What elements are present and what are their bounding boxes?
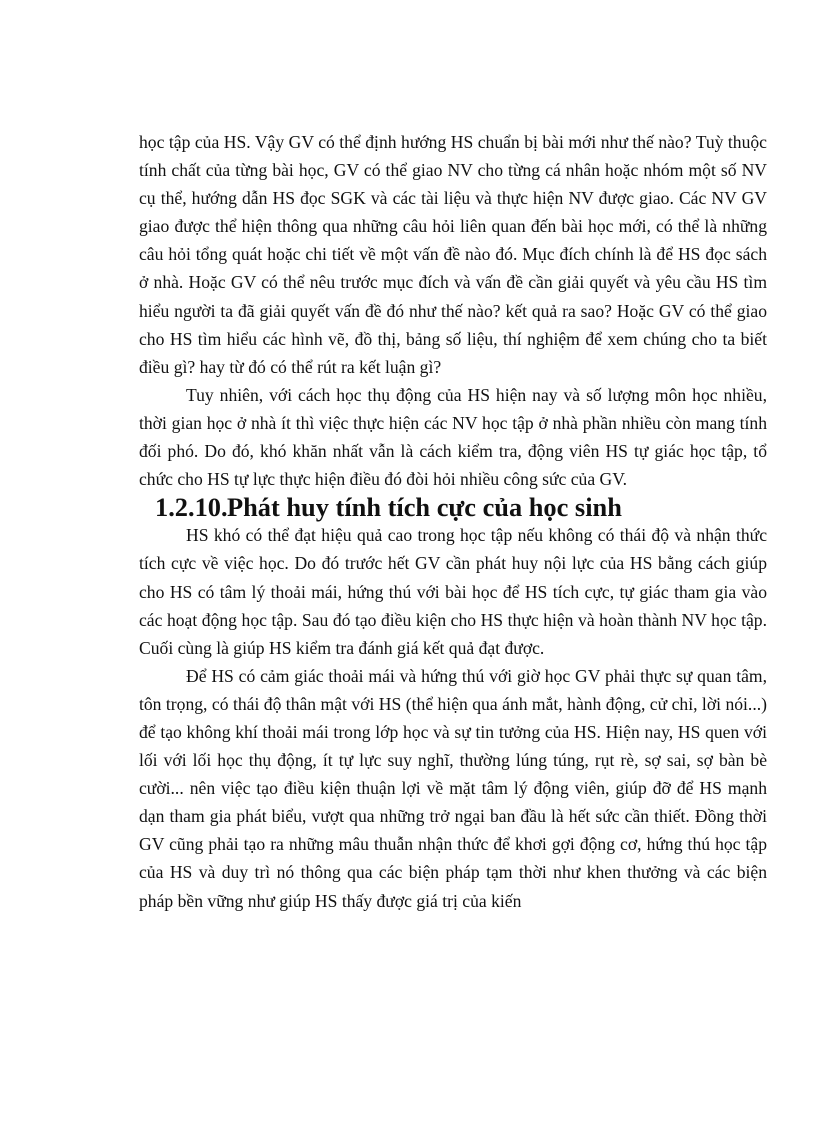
paragraph-continuation: học tập của HS. Vậy GV có thể định hướng HS chuẩn bị bài mới như thế nào? Tuỳ thuộc tính chất của từng bài học, GV có thể giao NV cho từng cá nhân hoặc nhóm một số NV cụ thể, hướng dẫn HS đọc SGK và các tài liệu và thực hiện NV được giao. Các NV GV giao được thể hiện thông qua những câu hỏi liên quan đến bài học mới, có thể là những câu hỏi tổng quát hoặc chi tiết về một vấn đề nào đó. Mục đích chính là để HS đọc sách ở nhà. Hoặc GV có thể nêu trước mục đích và vấn đề cần giải quyết và yêu cầu HS tìm hiểu người ta đã giải quyết vấn đề đó như thế nào? kết quả ra sao? Hoặc GV có thể giao cho HS tìm hiểu các hình vẽ, đồ thị, bảng số liệu, thí nghiệm để xem chúng cho ta biết điều gì? hay từ đó có thể rút ra kết luận gì?	[139, 132, 767, 377]
paragraph-passive-learning: Tuy nhiên, với cách học thụ động của HS hiện nay và số lượng môn học nhiều, thời gian học ở nhà ít thì việc thực hiện các NV học tập ở nhà phần nhiều còn mang tính đối phó. Do đó, khó khăn nhất vẫn là cách kiểm tra, động viên HS tự giác học tập, tổ chức cho HS tự lực thực hiện điều đó đòi hỏi nhiều công sức của GV.	[139, 384, 767, 490]
paragraph-comfort-interest: Để HS có cảm giác thoải mái và hứng thú với giờ học GV phải thực sự quan tâm, tôn trọng, có thái độ thân mật với HS (thể hiện qua ánh mắt, hành động, cử chỉ, lời nói...) để tạo không khí thoải mái trong lớp học và sự tin tưởng của HS. Hiện nay, HS quen với lối với lối học thụ động, ít tự lực suy nghĩ, thường lúng túng, rụt rè, sợ sai, sợ bàn bè cười... nên việc tạo điều kiện thuận lợi về mặt tâm lý động viên, giúp đỡ để HS mạnh dạn tham gia phát biểu, vượt qua những trở ngại ban đầu là hết sức cần thiết. Đồng thời GV cũng phải tạo ra những mâu thuẫn nhận thức để khơi gợi động cơ, hứng thú học tập của HS và duy trì nó thông qua các biện pháp tạm thời như khen thưởng và các biện pháp bền vững như giúp HS thấy được giá trị của kiến	[139, 665, 767, 911]
section-title: Phát huy tính tích cực của học sinh	[227, 492, 622, 523]
document-body	[139, 128, 767, 915]
paragraph-positive-attitude: HS khó có thể đạt hiệu quả cao trong học tập nếu không có thái độ và nhận thức tích cực về việc học. Do đó trước hết GV cần phát huy nội lực của HS bằng cách giúp cho HS có tâm lý thoải mái, hứng thú với bài học để HS tích cực, tự giác tham gia vào các hoạt động học tập. Sau đó tạo điều kiện cho HS thực hiện và hoàn thành NV học tập. Cuối cùng là giúp HS kiểm tra đánh giá kết quả đạt được.	[139, 525, 767, 658]
section-number: 1.2.10.	[155, 492, 228, 523]
section-heading	[139, 493, 767, 521]
